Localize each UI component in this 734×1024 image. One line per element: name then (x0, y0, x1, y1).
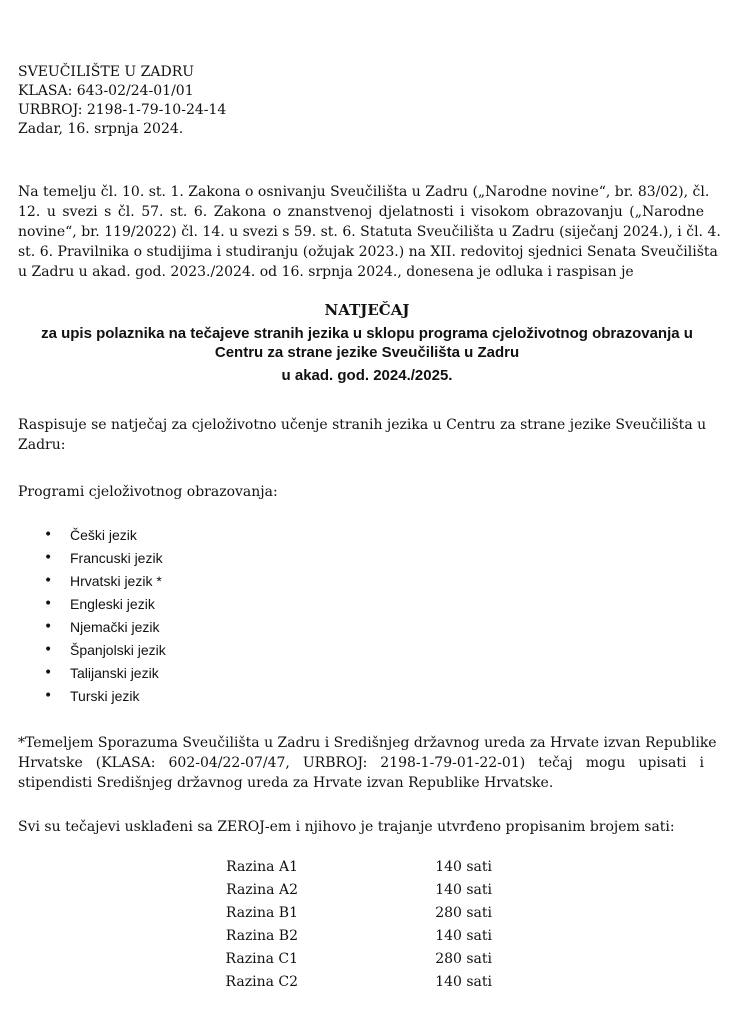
title-subline: u akad. god. 2024./2025. (281, 367, 453, 384)
level-hours: 140 sati (435, 882, 492, 898)
announcement-line: Zadru: (18, 437, 66, 453)
list-item: Engleski jezik (70, 596, 155, 612)
level-label: Razina A1 (226, 859, 298, 875)
intro-line: novine“, br. 119/2022) čl. 14. u svezi s 59. st. 6. Statuta Sveučilišta u Zadru (siječanj 2024.), i čl. 4. (18, 224, 721, 240)
intro-line: Na temelju čl. 10. st. 1. Zakona o osnivanju Sveučilišta u Zadru („Narodne novine“, br. 83/02), čl. (18, 184, 710, 200)
footnote-line: Hrvatske (KLASA: 602-04/22-07/47, URBROJ: 2198-1-79-01-22-01) tečaj mogu upisati i (18, 755, 704, 771)
bullet-icon: • (44, 642, 53, 658)
bullet-icon: • (44, 573, 53, 589)
footnote-line: stipendisti Središnjeg državnog ureda za Hrvate izvan Republike Hrvatske. (18, 775, 554, 791)
list-item: Hrvatski jezik * (70, 573, 162, 589)
bullet-icon: • (44, 550, 53, 566)
list-item: Španjolski jezik (70, 642, 166, 658)
list-item: Češki jezik (70, 527, 137, 543)
announcement-line: Raspisuje se natječaj za cjeloživotno učenje stranih jezika u Centru za strane jezike Sveučilišta u (18, 417, 707, 433)
institution-name: SVEUČILIŠTE U ZADRU (18, 64, 195, 80)
level-label: Razina A2 (226, 882, 298, 898)
level-hours: 140 sati (435, 928, 492, 944)
level-label: Razina C2 (225, 974, 298, 990)
list-item: Francuski jezik (70, 550, 163, 566)
bullet-icon: • (44, 665, 53, 681)
bullet-icon: • (44, 619, 53, 635)
level-hours: 140 sati (435, 974, 492, 990)
levels-intro: Svi su tečajevi usklađeni sa ZEROJ-em i njihovo je trajanje utvrđeno propisanim brojem sati: (18, 819, 675, 835)
level-hours: 280 sati (435, 951, 492, 967)
level-hours: 280 sati (435, 905, 492, 921)
level-label: Razina C1 (225, 951, 298, 967)
document-title: NATJEČAJ (324, 301, 410, 319)
list-item: Njemački jezik (70, 619, 160, 635)
bullet-icon: • (44, 596, 53, 612)
list-item: Turski jezik (70, 688, 140, 704)
list-item: Talijanski jezik (70, 665, 159, 681)
title-subline: za upis polaznika na tečajeve stranih jezika u sklopu programa cjeloživotnog obrazovanja u (41, 325, 693, 342)
level-label: Razina B1 (225, 905, 298, 921)
footnote-line: *Temeljem Sporazuma Sveučilišta u Zadru i Središnjeg državnog ureda za Hrvate izvan Republike (18, 735, 717, 751)
date-line: Zadar, 16. srpnja 2024. (18, 121, 184, 137)
programs-heading: Programi cjeloživotnog obrazovanja: (18, 484, 278, 500)
klasa-line: KLASA: 643-02/24-01/01 (18, 83, 194, 99)
intro-line: st. 6. Pravilnika o studijima i studiranju (ožujak 2023.) na XII. redovitoj sjednici Senata Sveučilišta (18, 244, 718, 260)
title-subline: Centru za strane jezike Sveučilišta u Zadru (214, 344, 520, 361)
level-hours: 140 sati (435, 859, 492, 875)
level-label: Razina B2 (225, 928, 298, 944)
bullet-icon: • (44, 688, 53, 704)
urbroj-line: URBROJ: 2198-1-79-10-24-14 (18, 102, 227, 118)
bullet-icon: • (44, 527, 53, 543)
intro-line: u Zadru u akad. god. 2023./2024. od 16. srpnja 2024., donesena je odluka i raspisan je (18, 264, 634, 280)
intro-line: 12. u svezi s čl. 57. st. 6. Zakona o znanstvenoj djelatnosti i visokom obrazovanju („Narodne (18, 204, 704, 220)
